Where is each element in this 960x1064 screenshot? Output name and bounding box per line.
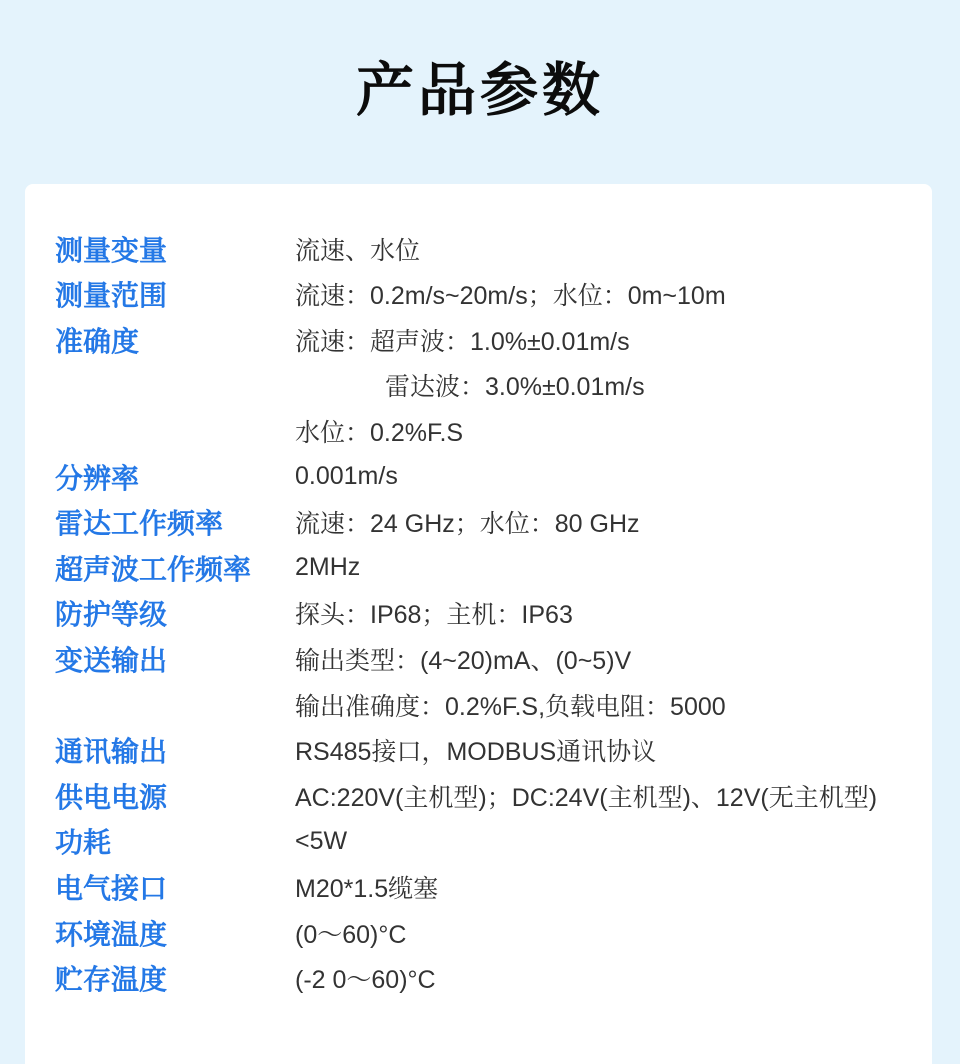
spec-row: [55, 910, 914, 956]
spec-row: [55, 454, 914, 500]
spec-label: 变送输出: [55, 645, 168, 676]
spec-label: 测量范围: [55, 280, 168, 312]
spec-row: [55, 591, 914, 637]
spec-row: [55, 636, 914, 682]
spec-row: [55, 363, 914, 409]
product-parameters-page: [0, 39, 960, 1043]
spec-label: 电气接口: [55, 872, 168, 904]
spec-row: [55, 545, 914, 591]
spec-value: 0.001m/s: [295, 462, 398, 491]
spec-label: 超声波工作频率: [55, 553, 252, 585]
spec-label: 贮存温度: [55, 964, 168, 996]
spec-value: (-2 0～60)°C: [295, 966, 436, 995]
spec-row: [55, 819, 914, 865]
spec-value: <5W: [295, 826, 348, 855]
spec-table: [55, 226, 914, 1001]
spec-value: 雷达波：3.0%±0.01m/s: [385, 373, 645, 402]
spec-label: 防护等级: [55, 599, 168, 631]
spec-value: AC:220V(主机型)；DC:24V(主机型)、12V(无主机型): [295, 783, 878, 812]
spec-row: [55, 408, 914, 454]
spec-label: 环境温度: [55, 918, 168, 950]
spec-value: 水位：0.2%F.S: [295, 419, 464, 448]
spec-value: (0～60)°C: [295, 920, 407, 949]
spec-row: [55, 727, 914, 773]
spec-value: 流速：0.2m/s~20m/s；水位：0m~10m: [295, 282, 726, 311]
spec-label: 分辨率: [55, 462, 140, 494]
spec-value: 流速：超声波：1.0%±0.01m/s: [295, 327, 630, 356]
spec-card: [25, 184, 932, 1064]
spec-label: 准确度: [55, 325, 140, 357]
spec-row: [55, 271, 914, 317]
spec-value: M20*1.5缆塞: [295, 874, 439, 903]
page-title: 产品参数: [355, 57, 604, 123]
spec-label: 供电电源: [55, 781, 168, 813]
spec-value: 流速、水位: [295, 236, 421, 265]
spec-row: [55, 226, 914, 272]
spec-value: 输出准确度：0.2%F.S,负载电阻：5000: [295, 692, 726, 721]
spec-label: 测量变量: [55, 234, 168, 266]
spec-label: 通讯输出: [55, 736, 168, 768]
spec-row: [55, 499, 914, 545]
spec-row: [55, 682, 914, 728]
spec-row: [55, 955, 914, 1001]
spec-row: [55, 317, 914, 363]
spec-value: 2MHz: [295, 553, 361, 582]
spec-label: 功耗: [55, 827, 112, 859]
spec-value: 流速：24 GHz；水位：80 GHz: [295, 510, 640, 539]
spec-value: RS485接口，MODBUS通讯协议: [295, 738, 657, 767]
spec-row: [55, 773, 914, 819]
spec-row: [55, 864, 914, 910]
spec-label: 雷达工作频率: [55, 508, 224, 540]
spec-value: 输出类型：(4~20)mA、(0~5)V: [295, 647, 632, 675]
spec-value: 探头：IP68；主机：IP63: [295, 601, 573, 630]
